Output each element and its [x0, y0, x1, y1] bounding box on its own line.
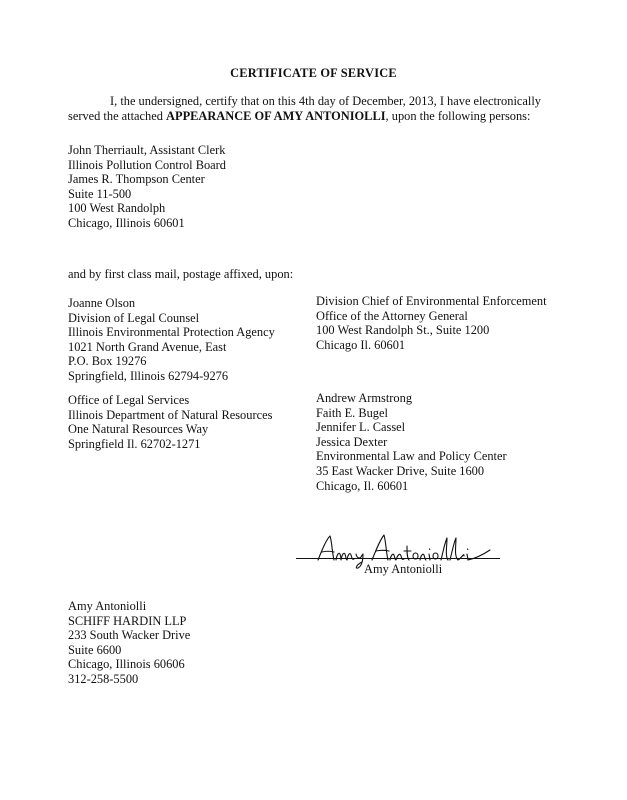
address-line: 1021 North Grand Avenue, East	[68, 339, 227, 354]
signer-address	[68, 599, 190, 687]
address-line: Office of Legal Services	[68, 393, 190, 407]
address-line: Jennifer L. Cassel	[316, 420, 406, 435]
address-line: Chicago, Il. 60601	[316, 478, 409, 493]
address-line: Illinois Environmental Protection Agency	[68, 325, 275, 340]
signature-line	[296, 558, 500, 559]
address-line: 35 East Wacker Drive, Suite 1600	[316, 463, 485, 478]
address-line: SCHIFF HARDIN LLP	[68, 613, 187, 628]
address-line: P.O. Box 19276	[68, 354, 147, 369]
intro-line-2-pre: served the attached	[68, 108, 167, 123]
recipient-olson	[68, 296, 275, 384]
address-line: 312-258-5500	[68, 671, 139, 686]
recipient-legal-services	[68, 393, 272, 451]
intro-paragraph	[68, 94, 548, 123]
intro-line-2	[68, 109, 548, 124]
signature-name: Amy Antoniolli	[364, 562, 443, 576]
address-line: James R. Thompson Center	[68, 172, 205, 187]
address-line: Joanne Olson	[68, 296, 136, 310]
intro-line-2-post: , upon the following persons:	[385, 108, 531, 123]
address-line: Jessica Dexter	[316, 434, 388, 449]
address-line: Suite 11-500	[68, 186, 132, 201]
address-line: Faith E. Bugel	[316, 405, 388, 420]
recipient-law-policy-center	[316, 391, 507, 493]
address-line: Andrew Armstrong	[316, 391, 413, 405]
document-name: APPEARANCE OF AMY ANTONIOLLI	[166, 108, 386, 123]
address-line: 100 West Randolph St., Suite 1200	[316, 323, 490, 338]
clerk-address	[68, 143, 226, 231]
address-line: Office of the Attorney General	[316, 308, 468, 323]
first-class-mail-text: and by first class mail, postage affixed, upon:	[68, 267, 294, 281]
address-line: Division Chief of Environmental Enforcement	[316, 294, 547, 308]
address-line: Environmental Law and Policy Center	[316, 449, 507, 464]
address-line: 233 South Wacker Drive	[68, 628, 191, 643]
intro-line-1: I, the undersigned, certify that on this 4th day of December, 2013, I have electronically	[110, 94, 541, 108]
recipient-attorney-general	[316, 294, 547, 352]
address-line: Chicago Il. 60601	[316, 337, 406, 352]
address-line: Springfield Il. 62702-1271	[68, 436, 201, 451]
address-line: Chicago, Illinois 60601	[68, 215, 185, 230]
address-line: Suite 6600	[68, 642, 122, 657]
document-title: CERTIFICATE OF SERVICE	[230, 66, 397, 80]
address-line: Springfield, Illinois 62794-9276	[68, 368, 229, 383]
address-line: Chicago, Illinois 60606	[68, 657, 185, 672]
address-line: Illinois Department of Natural Resources	[68, 407, 273, 422]
address-line: Division of Legal Counsel	[68, 310, 200, 325]
address-line: John Therriault, Assistant Clerk	[68, 143, 226, 157]
address-line: 100 West Randolph	[68, 201, 166, 216]
address-line: One Natural Resources Way	[68, 422, 209, 437]
address-line: Illinois Pollution Control Board	[68, 157, 226, 172]
signature-block	[292, 528, 518, 578]
address-line: Amy Antoniolli	[68, 599, 147, 613]
